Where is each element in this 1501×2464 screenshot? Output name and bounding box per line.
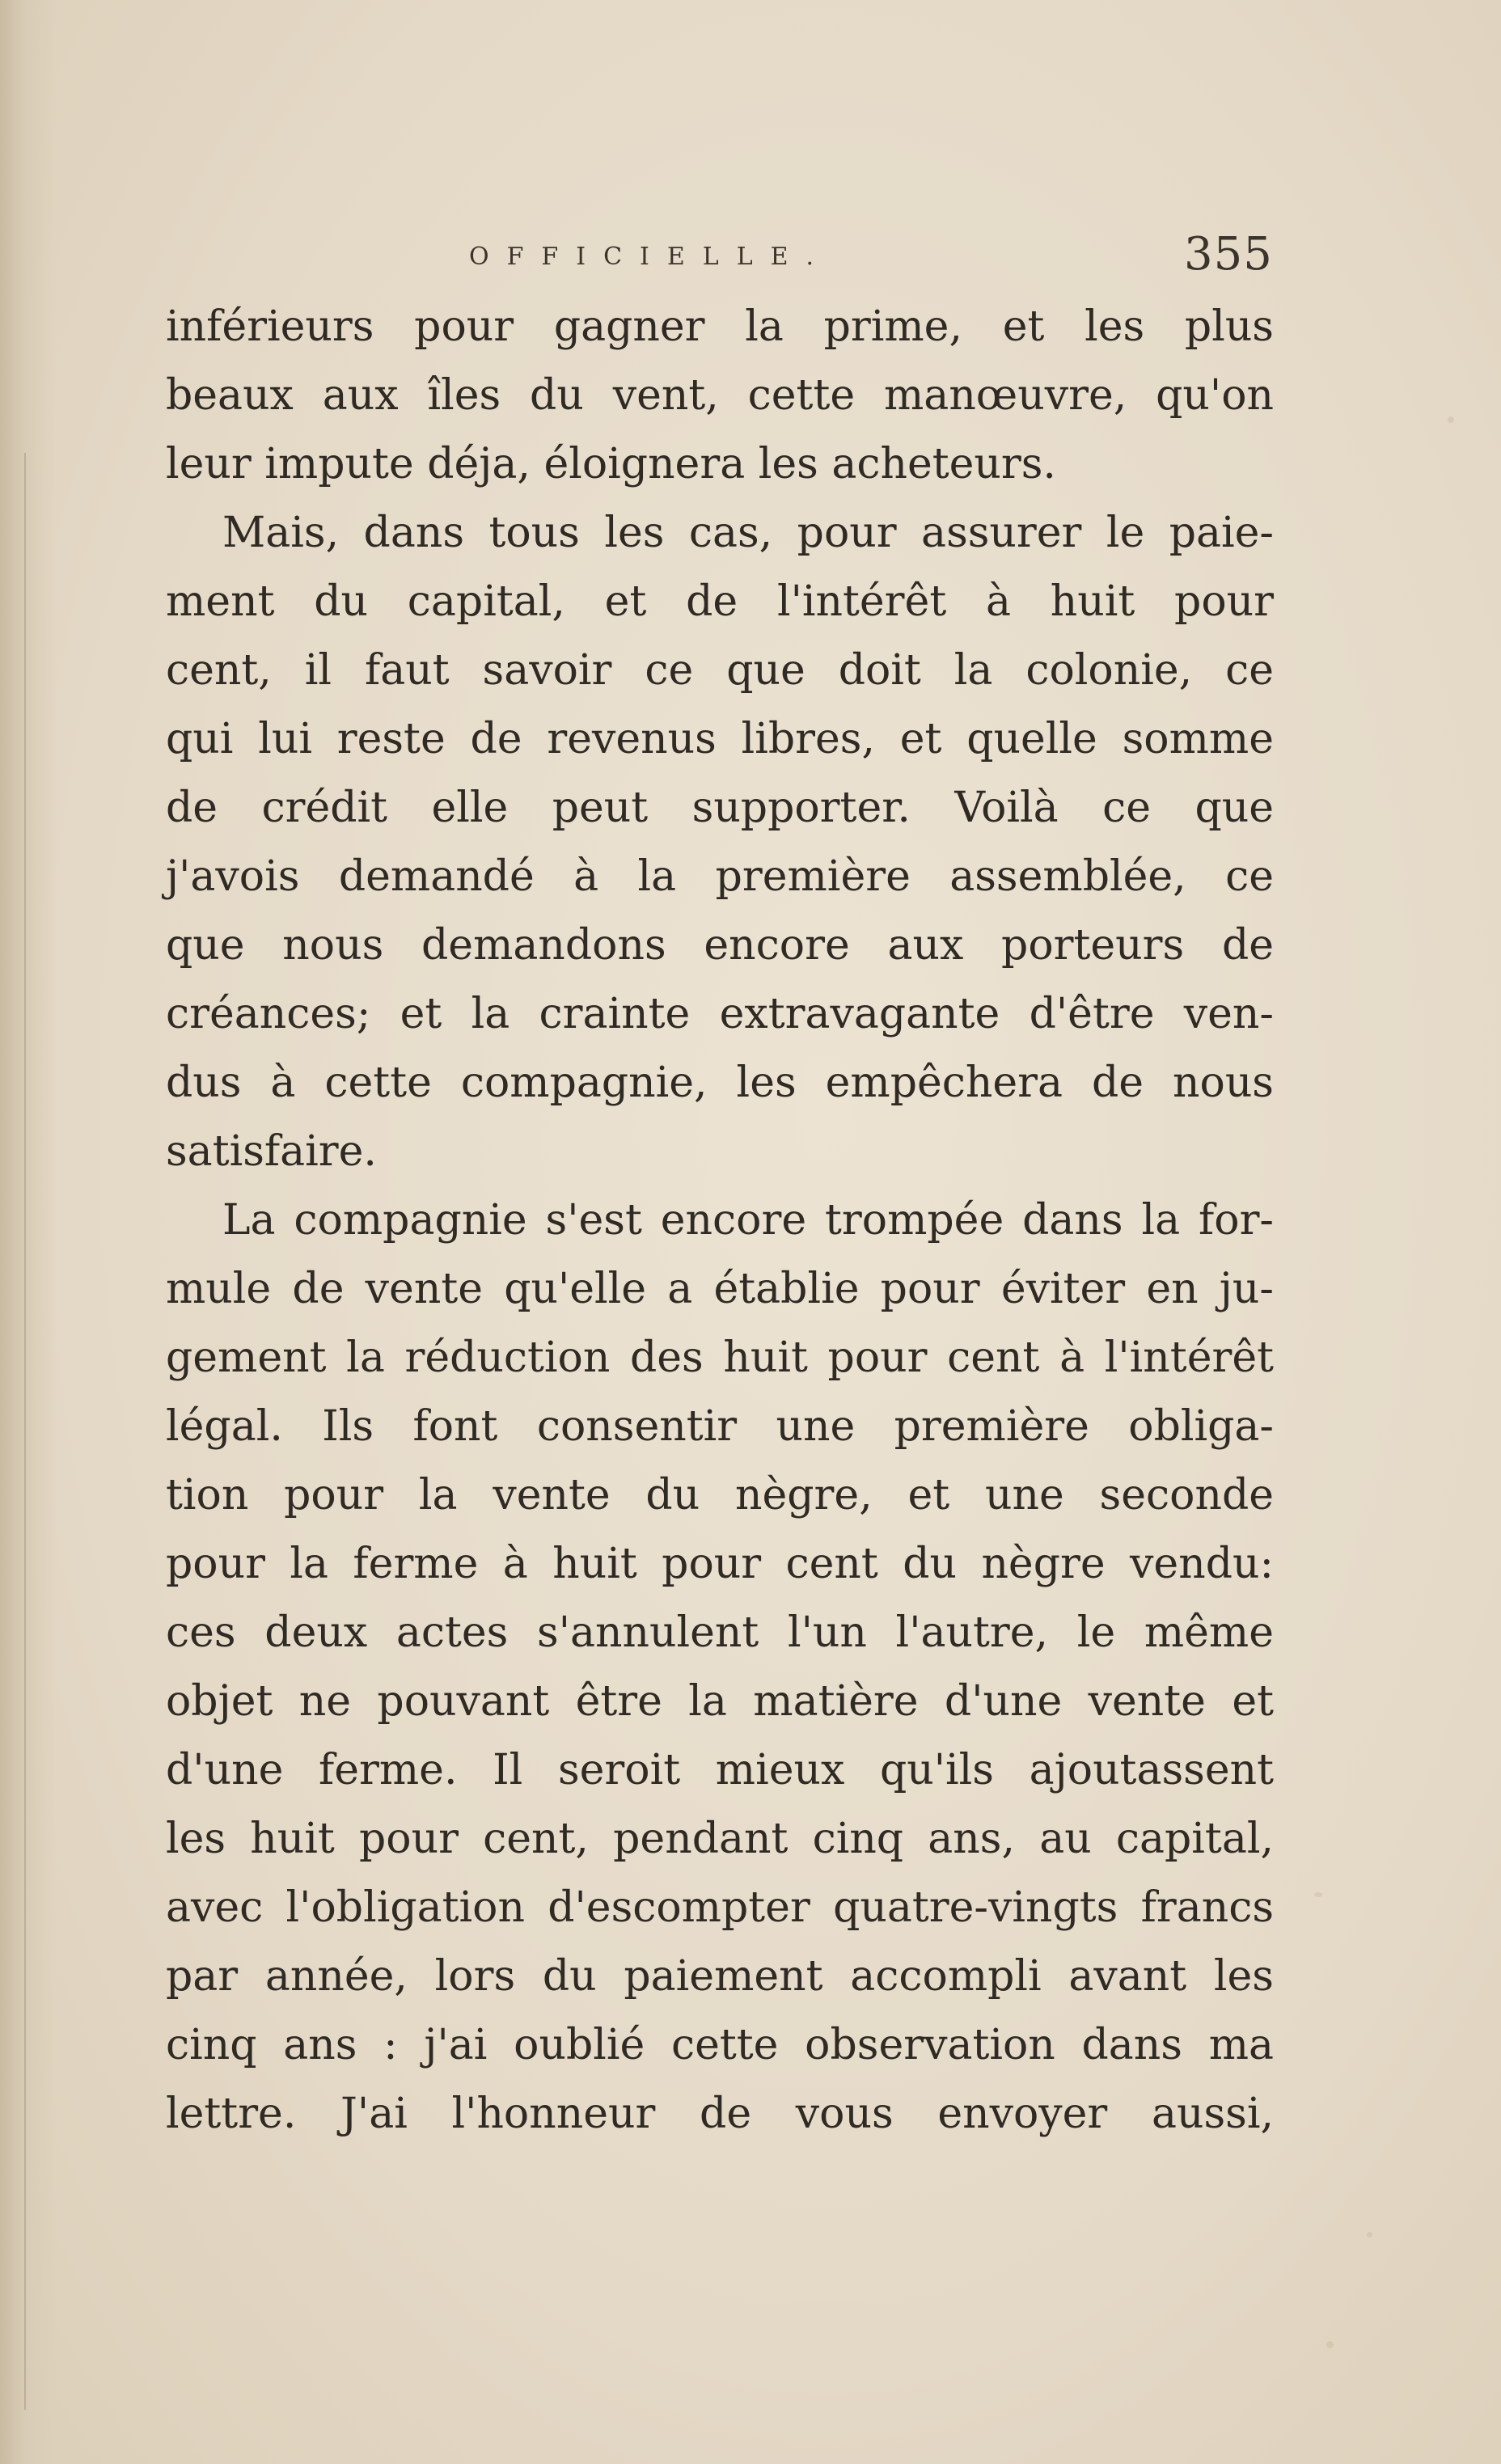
paper-spot — [1367, 2232, 1372, 2238]
text-line: gement la réduction des huit pour cent à l'intérêt — [166, 1333, 1274, 1382]
text-line: cinq ans : j'ai oublié cette observation dans ma — [166, 2021, 1274, 2069]
paper-spot — [1314, 1892, 1322, 1897]
text-line: inférieurs pour gagner la prime, et les plus — [166, 302, 1274, 351]
text-line: tion pour la vente du nègre, et une seconde — [166, 1471, 1274, 1519]
running-title: OFFICIELLE. — [469, 243, 832, 271]
text-line: mule de vente qu'elle a établie pour éviter en ju- — [166, 1265, 1274, 1313]
text-line: j'avois demandé à la première assemblée, ce — [166, 852, 1274, 901]
paper-spot — [1326, 2341, 1334, 2348]
text-line: ces deux actes s'annulent l'un l'autre, le même — [166, 1608, 1274, 1657]
text-line: par année, lors du paiement accompli avant les — [166, 1952, 1274, 2001]
text-line: Mais, dans tous les cas, pour assurer le paie- — [222, 509, 1274, 557]
text-line: satisfaire. — [166, 1127, 377, 1176]
page-number: 355 — [1184, 228, 1273, 281]
text-line: qui lui reste de revenus libres, et quelle somme — [166, 715, 1274, 763]
text-line: d'une ferme. Il seroit mieux qu'ils ajoutassent — [166, 1746, 1274, 1794]
text-line: pour la ferme à huit pour cent du nègre vendu: — [166, 1540, 1274, 1588]
text-line: légal. Ils font consentir une première obliga- — [166, 1402, 1274, 1451]
page-gutter-shadow — [0, 0, 57, 2464]
text-line: créances; et la crainte extravagante d'être ven- — [166, 990, 1274, 1038]
text-line: beaux aux îles du vent, cette manœuvre, qu'on — [166, 371, 1274, 420]
text-line: objet ne pouvant être la matière d'une vente et — [166, 1677, 1274, 1726]
paper-spot — [1448, 416, 1454, 423]
text-line: La compagnie s'est encore trompée dans la for- — [222, 1196, 1274, 1245]
text-line: que nous demandons encore aux porteurs de — [166, 921, 1274, 970]
text-line: cent, il faut savoir ce que doit la colonie, ce — [166, 646, 1274, 695]
text-line: avec l'obligation d'escompter quatre-vingts francs — [166, 1883, 1274, 1932]
text-line: lettre. J'ai l'honneur de vous envoyer aussi, — [166, 2090, 1274, 2138]
body-text — [166, 293, 1274, 2149]
running-head — [469, 228, 1278, 293]
text-line: leur impute déja, éloignera les acheteurs. — [166, 440, 1056, 488]
text-line: ment du capital, et de l'intérêt à huit pour — [166, 577, 1274, 626]
text-line: dus à cette compagnie, les empêchera de nous — [166, 1059, 1274, 1107]
text-line: de crédit elle peut supporter. Voilà ce que — [166, 784, 1274, 832]
text-line: les huit pour cent, pendant cinq ans, au capital, — [166, 1815, 1274, 1863]
page-gutter-line — [24, 453, 26, 2410]
